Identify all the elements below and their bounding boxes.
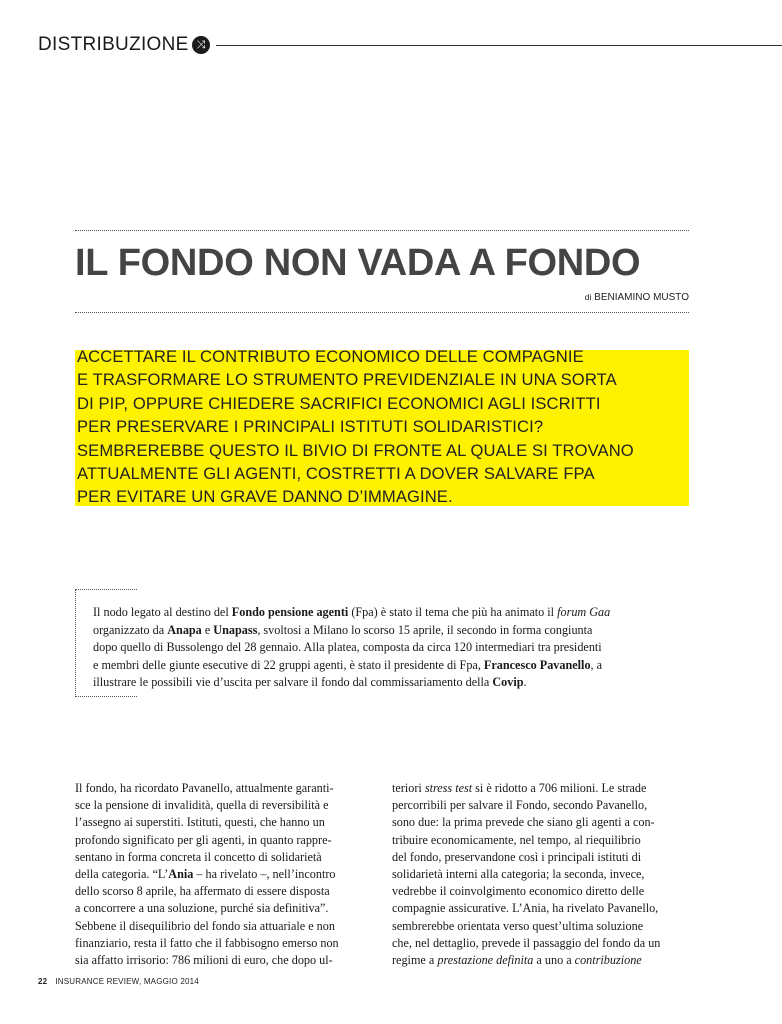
body-column-left: Il fondo, ha ricordato Pavanello, attualmente garanti- sce la pensione di invalidità, quella di reversibilità e l’assegno ai superstiti. Istituti, questi, che hanno un profondo significato per gli agenti, in quanto rappre- sentano in forma concreta il concetto di solidarietà della categoria. “L’Ania – ha rivelato –, nell’incontro dello scorso 8 aprile, ha affermato di essere disposta a concorrere a una soluzione, purché sia definitiva”. Sebbene il disequilibrio del fondo sia attuariale e non finanziario, resta il fatto che il fabbisogno emerso non sia affatto irrisorio: 786 milioni di euro, che dopo ul- bbox=[75, 781, 339, 968]
lead-line: DI PIP, OPPURE CHIEDERE SACRIFICI ECONOMICI AGLI ISCRITTI bbox=[77, 393, 601, 413]
lead-line: PER EVITARE UN GRAVE DANNO D’IMMAGINE. bbox=[77, 487, 453, 507]
lead-paragraph bbox=[77, 345, 697, 509]
shuffle-icon: ⤨ bbox=[192, 36, 210, 54]
section-rule bbox=[216, 45, 782, 46]
intro-frame-top bbox=[75, 589, 137, 590]
headline-bottom-divider bbox=[75, 312, 689, 313]
lead-line: ACCETTARE IL CONTRIBUTO ECONOMICO DELLE COMPAGNIE bbox=[77, 347, 584, 366]
lead-line: E TRASFORMARE LO STRUMENTO PREVIDENZIALE IN UNA SORTA bbox=[77, 370, 617, 390]
publication-info: INSURANCE REVIEW, MAGGIO 2014 bbox=[55, 977, 199, 986]
intro-frame-left bbox=[75, 589, 76, 697]
page-number: 22 bbox=[38, 977, 48, 986]
intro-frame-bottom bbox=[75, 696, 137, 697]
lead-line: ATTUALMENTE GLI AGENTI, COSTRETTI A DOVER SALVARE FPA bbox=[77, 464, 595, 484]
headline-top-divider bbox=[75, 230, 689, 231]
byline bbox=[585, 292, 689, 303]
page-footer bbox=[38, 977, 199, 986]
lead-line: SEMBREREBBE QUESTO IL BIVIO DI FRONTE AL QUALE SI TROVANO bbox=[77, 440, 634, 460]
headline: IL FONDO NON VADA A FONDO bbox=[75, 242, 641, 284]
intro-box bbox=[75, 585, 695, 700]
byline-author: BENIAMINO MUSTO bbox=[594, 292, 689, 303]
byline-prefix: di bbox=[584, 292, 592, 302]
lead-line: PER PRESERVARE I PRINCIPALI ISTITUTI SOLIDARISTICI? bbox=[77, 417, 544, 437]
body-column-right: teriori stress test si è ridotto a 706 milioni. Le strade percorribili per salvare il Fondo, secondo Pavanello, sono due: la prima prevede che siano gli agenti a con- tribuire economicamente, nel tempo, al riequilibrio del fondo, preservandone così i principali istituti di solidarietà interni alla categoria; la seconda, invece, vedrebbe il coinvolgimento economico diretto delle compagnie assicurative. L’Ania, ha rivelato Pavanello, sembrerebbe orientata verso quest’ultima soluzione che, nel dettaglio, prevede il passaggio del fondo da un regime a prestazione definita a uno a contribuzione bbox=[392, 781, 661, 968]
section-label: DISTRIBUZIONE bbox=[38, 34, 189, 55]
intro-paragraph: Il nodo legato al destino del Fondo pensione agenti (Fpa) è stato il tema che più ha animato il forum Gaa organizzato da Anapa e Unapass, svoltosi a Milano lo scorso 15 aprile, il secondo in forma congiunta dopo quello di Bussolengo del 28 gennaio. Alla platea, composta da circa 120 intermediari tra presidenti e membri delle giunte esecutive di 22 gruppi agenti, è stato il presidente di Fpa, Francesco Pavanello, a illustrare le possibili vie d’uscita per salvare il fondo dal commissariamento della Covip. bbox=[93, 605, 611, 690]
